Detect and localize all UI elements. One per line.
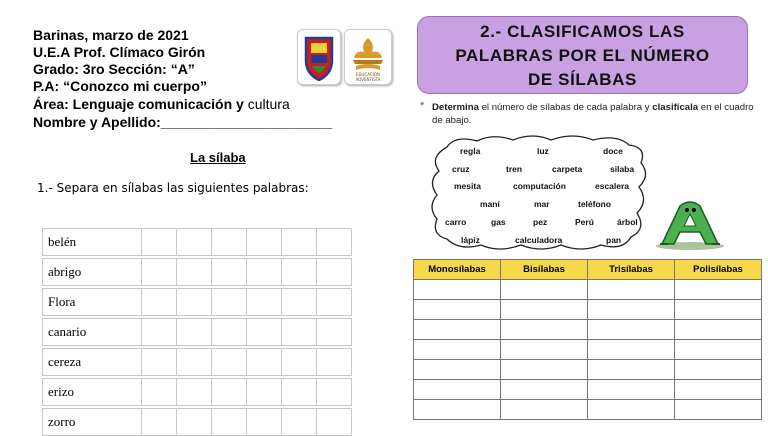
syllable-box[interactable] [212, 319, 247, 346]
cloud-word: silaba [610, 164, 635, 174]
classification-row [414, 300, 762, 320]
syllable-box[interactable] [212, 229, 247, 256]
classification-cell[interactable] [501, 320, 588, 340]
word-cell: belén [43, 229, 142, 256]
cloud-word: doce [603, 146, 623, 156]
cloud-word: carpeta [552, 164, 583, 174]
syllable-box[interactable] [177, 259, 212, 286]
syllable-box[interactable] [282, 319, 317, 346]
exercise-1-instruction: 1.- Separa en sílabas las siguientes palabras: [37, 181, 309, 195]
syllable-box[interactable] [142, 229, 177, 256]
classification-row [414, 340, 762, 360]
syllable-box[interactable] [212, 289, 247, 316]
syllable-box[interactable] [177, 229, 212, 256]
syllable-box[interactable] [282, 379, 317, 406]
syllable-box[interactable] [177, 319, 212, 346]
classification-cell[interactable] [675, 340, 762, 360]
syllable-box[interactable] [212, 379, 247, 406]
syllable-box[interactable] [142, 409, 177, 436]
syllable-box[interactable] [142, 349, 177, 376]
syllable-box[interactable] [177, 379, 212, 406]
column-header: Monosílabas [414, 260, 501, 280]
bullet-icon: * [420, 100, 425, 112]
header-grade: Grado: 3ro Sección: “A” [33, 61, 195, 77]
syllable-box[interactable] [282, 349, 317, 376]
cloud-word: mar [534, 199, 550, 209]
classification-row [414, 380, 762, 400]
classification-cell[interactable] [675, 400, 762, 420]
syllable-box[interactable] [317, 259, 352, 286]
syllable-box[interactable] [177, 349, 212, 376]
classification-cell[interactable] [414, 300, 501, 320]
syllable-box[interactable] [142, 259, 177, 286]
word-cell: abrigo [43, 259, 142, 286]
header-name-field: Nombre y Apellido:______________________ [33, 114, 333, 130]
syllable-table [42, 228, 352, 436]
syllable-box[interactable] [142, 319, 177, 346]
classification-cell[interactable] [588, 360, 675, 380]
syllable-box[interactable] [212, 259, 247, 286]
word-cell: erizo [43, 379, 142, 406]
classification-cell[interactable] [414, 360, 501, 380]
syllable-box[interactable] [212, 349, 247, 376]
column-header: Bisílabas [501, 260, 588, 280]
cloud-word: luz [537, 146, 549, 156]
syllable-row [43, 409, 352, 436]
classification-cell[interactable] [501, 360, 588, 380]
syllable-box[interactable] [247, 259, 282, 286]
syllable-box[interactable] [282, 229, 317, 256]
cloud-word: lápiz [461, 235, 480, 245]
syllable-box[interactable] [317, 379, 352, 406]
classification-cell[interactable] [588, 320, 675, 340]
syllable-row [43, 349, 352, 376]
syllable-box[interactable] [247, 379, 282, 406]
syllable-box[interactable] [317, 289, 352, 316]
syllable-box[interactable] [247, 289, 282, 316]
classification-cell[interactable] [588, 280, 675, 300]
syllable-box[interactable] [177, 289, 212, 316]
banner-line-3: DE SÍLABAS [528, 70, 637, 89]
header-area-bold: Área: Lenguaje comunicación y [33, 96, 244, 112]
cloud-word: gas [491, 217, 506, 227]
classification-cell[interactable] [414, 400, 501, 420]
banner-line-2: PALABRAS POR EL NÚMERO [455, 46, 710, 65]
banner-line-1: 2.- CLASIFICAMOS LAS [480, 22, 685, 41]
classification-cell[interactable] [588, 400, 675, 420]
cloud-word: escalera [595, 181, 630, 191]
classification-cell[interactable] [414, 340, 501, 360]
classification-cell[interactable] [675, 320, 762, 340]
syllable-box[interactable] [177, 409, 212, 436]
header-date: Barinas, marzo de 2021 [33, 27, 189, 43]
classification-cell[interactable] [588, 380, 675, 400]
cloud-word: teléfono [578, 199, 612, 209]
word-cell: cereza [43, 349, 142, 376]
cloud-word: computación [513, 181, 566, 191]
instr-determina: Determina [432, 102, 479, 113]
school-shield-logo [297, 29, 341, 85]
cloud-word: pan [606, 235, 622, 245]
classification-row [414, 320, 762, 340]
instr-clasificala: clasifícala [652, 102, 699, 113]
classification-cell[interactable] [675, 280, 762, 300]
syllable-box[interactable] [282, 289, 317, 316]
word-cell: Flora [43, 289, 142, 316]
classification-cell[interactable] [588, 340, 675, 360]
word-cell: canario [43, 319, 142, 346]
classification-row [414, 360, 762, 380]
cloud-word: Perú [575, 217, 594, 227]
syllable-box[interactable] [282, 259, 317, 286]
cloud-word: calculadora [515, 235, 563, 245]
adventist-education-logo [344, 29, 392, 85]
svg-text:EDUCACIÓN: EDUCACIÓN [355, 72, 381, 77]
syllable-box[interactable] [247, 229, 282, 256]
cloud-word: regla [460, 146, 481, 156]
header-area [33, 96, 290, 113]
syllable-row [43, 379, 352, 406]
instr-end: en el cuadro de abajo. [432, 102, 754, 126]
exercise-2-banner [417, 16, 748, 94]
classification-cell[interactable] [414, 280, 501, 300]
classification-row [414, 280, 762, 300]
classification-cell[interactable] [501, 380, 588, 400]
classification-cell[interactable] [588, 300, 675, 320]
syllable-box[interactable] [317, 229, 352, 256]
syllable-box[interactable] [317, 409, 352, 436]
classification-cell[interactable] [501, 300, 588, 320]
classification-cell[interactable] [414, 320, 501, 340]
cloud-word: pez [533, 217, 548, 227]
syllable-box[interactable] [247, 319, 282, 346]
header-school: U.E.A Prof. Clímaco Girón [33, 44, 206, 60]
classification-cell[interactable] [501, 280, 588, 300]
instr-middle: el número de sílabas de cada palabra y [478, 102, 653, 113]
syllable-box[interactable] [317, 349, 352, 376]
letter-a-character-illustration [654, 196, 726, 250]
syllable-box[interactable] [247, 409, 282, 436]
classification-cell[interactable] [675, 380, 762, 400]
classification-cell[interactable] [675, 360, 762, 380]
syllable-box[interactable] [247, 349, 282, 376]
syllable-row [43, 319, 352, 346]
cloud-word: árbol [617, 217, 638, 227]
cloud-word: maní [480, 199, 500, 209]
cloud-word: tren [506, 164, 523, 174]
classification-table [413, 259, 762, 420]
classification-cell[interactable] [501, 400, 588, 420]
column-header: Trisílabas [588, 260, 675, 280]
classification-row [414, 400, 762, 420]
syllable-box[interactable] [142, 379, 177, 406]
word-cell: zorro [43, 409, 142, 436]
cloud-word: mesita [454, 181, 481, 191]
syllable-row [43, 259, 352, 286]
syllable-box[interactable] [212, 409, 247, 436]
cloud-word: cruz [452, 164, 470, 174]
syllable-box[interactable] [142, 289, 177, 316]
syllable-row [43, 289, 352, 316]
header-area-normal: cultura [243, 96, 290, 112]
syllable-box[interactable] [282, 409, 317, 436]
exercise-2-instruction [432, 101, 758, 127]
cloud-word: carro [445, 217, 467, 227]
svg-text:ADVENTISTA: ADVENTISTA [355, 77, 381, 82]
classification-cell[interactable] [414, 380, 501, 400]
column-header: Polisílabas [675, 260, 762, 280]
syllable-row [43, 229, 352, 256]
section-title-silaba: La sílaba [190, 150, 246, 165]
syllable-box[interactable] [317, 319, 352, 346]
classification-cell[interactable] [501, 340, 588, 360]
classification-cell[interactable] [675, 300, 762, 320]
header-project: P.A: “Conozco mi cuerpo” [33, 78, 207, 94]
